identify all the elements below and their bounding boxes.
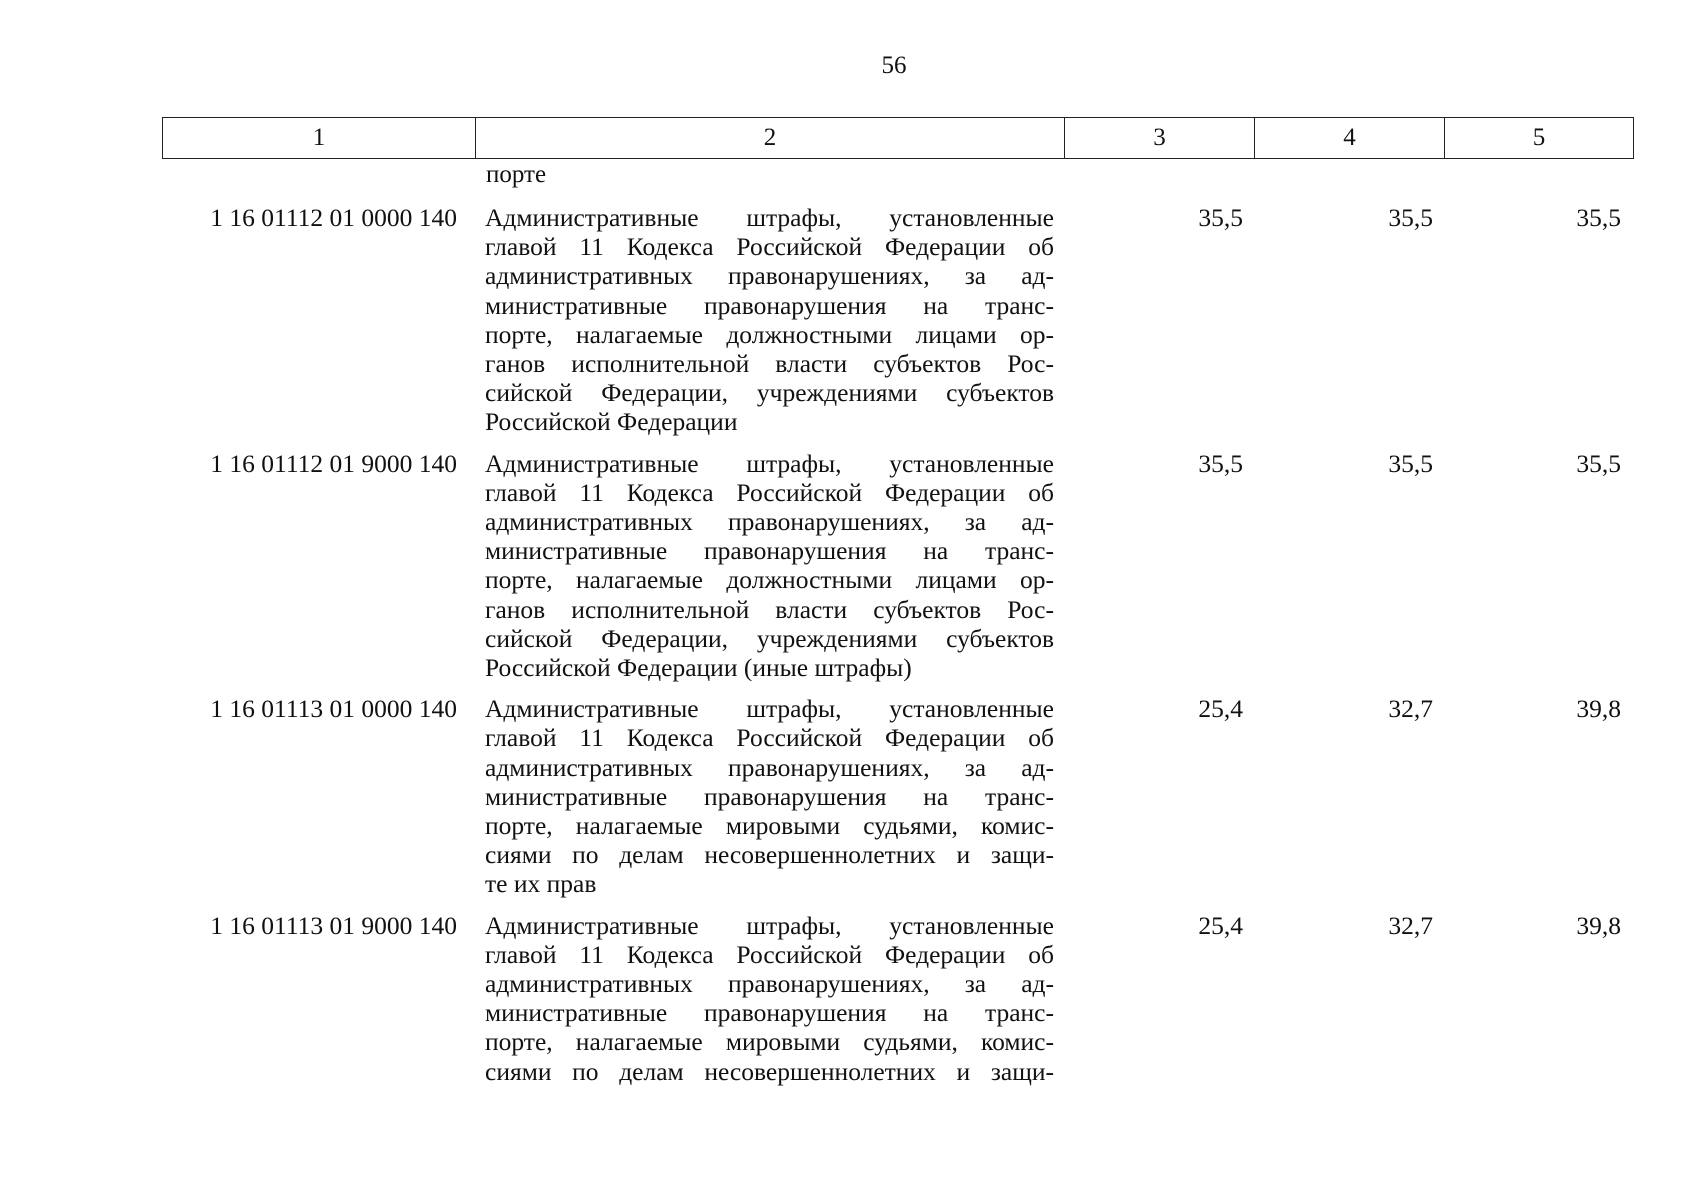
description-line: порте, налагаемые должностными лицами ор-: [485, 565, 1054, 595]
description-line: административных правонарушениях, за ад-: [485, 969, 1054, 999]
description-line: порте, налагаемые мировыми судьями, комис-: [485, 811, 1054, 841]
amount-v5: 35,5: [1576, 448, 1621, 478]
description-line: главой 11 Кодекса Российской Федерации об: [485, 477, 1054, 507]
header-col-5: 5: [1532, 124, 1546, 151]
amount-v3: 25,4: [1198, 910, 1243, 940]
description-line: сиями по делам несовершеннолетних и защи-: [485, 840, 1054, 870]
description-line: Административные штрафы, установленные: [485, 203, 1054, 232]
amount-v3: 35,5: [1198, 203, 1243, 232]
income-description: [475, 911, 1064, 1086]
description-line: порте, налагаемые мировыми судьями, комис-: [485, 1027, 1054, 1057]
description-line: административных правонарушениях, за ад-: [485, 261, 1054, 291]
description-line: Российской Федерации (иные штрафы): [485, 653, 912, 683]
description-line: административных правонарушениях, за ад-: [485, 752, 1054, 782]
header-col-2: 2: [476, 118, 1065, 158]
description-line: министративные правонарушения на транс-: [485, 781, 1054, 811]
description-line: Административные штрафы, установленные: [485, 694, 1054, 724]
amount-v5: 35,5: [1576, 203, 1621, 232]
table-row: [162, 203, 1634, 437]
page-number: 56: [881, 52, 907, 79]
description-line: министративные правонарушения на транс-: [485, 536, 1054, 566]
amount-v4: 35,5: [1388, 203, 1433, 232]
header-col-1: 1: [163, 118, 476, 158]
budget-code: 1 16 01113 01 0000 140: [210, 694, 457, 724]
amount-v4: 35,5: [1388, 448, 1433, 478]
amount-v3: 25,4: [1198, 694, 1243, 724]
amount-v3: 35,5: [1198, 448, 1243, 478]
description-line: административных правонарушениях, за ад-: [485, 507, 1054, 537]
description-line: те их прав: [485, 869, 597, 899]
continuation-text: порте: [486, 161, 547, 188]
amount-v4: 32,7: [1388, 694, 1433, 724]
table-body: [162, 203, 1634, 1098]
description-line: сийской Федерации, учреждениями субъектов: [485, 378, 1054, 408]
description-line: министративные правонарушения на транс-: [485, 290, 1054, 320]
header-col-3: 3: [1065, 118, 1255, 158]
description-line: Административные штрафы, установленные: [485, 448, 1054, 478]
description-line: порте, налагаемые должностными лицами ор-: [485, 319, 1054, 349]
description-line: ганов исполнительной власти субъектов Рос-: [485, 594, 1054, 624]
description-line: сиями по делам несовершеннолетних и защи-: [485, 1056, 1054, 1086]
amount-v5: 39,8: [1576, 910, 1621, 940]
description-line: Российской Федерации: [485, 407, 738, 437]
budget-code: 1 16 01113 01 9000 140: [210, 910, 457, 940]
income-description: [475, 694, 1064, 898]
budget-code: 1 16 01112 01 0000 140: [210, 203, 457, 232]
budget-code: 1 16 01112 01 9000 140: [210, 448, 457, 478]
description-line: сийской Федерации, учреждениями субъектов: [485, 623, 1054, 653]
description-line: главой 11 Кодекса Российской Федерации об: [485, 232, 1054, 262]
description-line: ганов исполнительной власти субъектов Рос-: [485, 349, 1054, 379]
table-row: [162, 694, 1634, 898]
amount-v4: 32,7: [1388, 910, 1433, 940]
description-line: главой 11 Кодекса Российской Федерации об: [485, 939, 1054, 969]
income-description: [475, 203, 1064, 437]
description-line: Административные штрафы, установленные: [485, 910, 1054, 940]
header-col-4: 4: [1255, 118, 1445, 158]
table-row: [162, 449, 1634, 683]
description-line: министративные правонарушения на транс-: [485, 998, 1054, 1028]
amount-v5: 39,8: [1576, 694, 1621, 724]
income-description: [475, 449, 1064, 683]
description-line: главой 11 Кодекса Российской Федерации об: [485, 723, 1054, 753]
table-header: [162, 117, 1634, 159]
table-row: [162, 911, 1634, 1086]
